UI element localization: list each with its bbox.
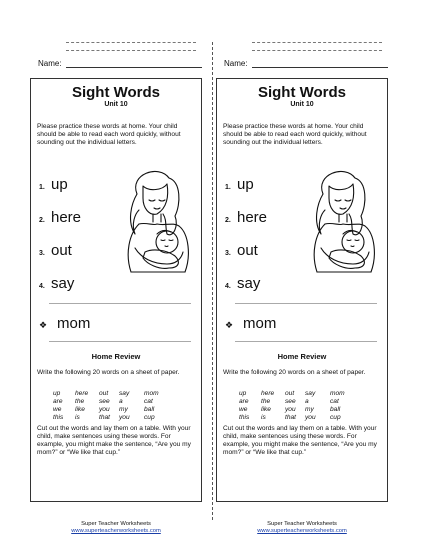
review-word: is	[261, 414, 266, 421]
sight-word: up	[51, 176, 68, 193]
review-word: see	[285, 398, 296, 405]
review-word: a	[305, 398, 309, 405]
unit-label: Unit 10	[104, 101, 128, 108]
review-word: we	[53, 406, 62, 413]
review-word: you	[305, 414, 316, 421]
review-word: this	[239, 414, 250, 421]
review-word: mom	[330, 390, 345, 397]
review-word: like	[261, 406, 271, 413]
sight-word-item	[39, 242, 72, 259]
review-word: that	[285, 414, 296, 421]
review-word: mom	[144, 390, 159, 397]
review-word: say	[119, 390, 130, 397]
name-row	[38, 58, 202, 68]
review-word: my	[305, 406, 314, 413]
review-word: the	[261, 398, 271, 405]
top-dotted-line	[252, 42, 382, 43]
footer-site-name: Super Teacher Worksheets	[267, 521, 337, 527]
bonus-word: mom	[243, 315, 277, 332]
word-number: 1.	[39, 184, 45, 191]
top-dotted-line	[252, 50, 382, 51]
left-bookmark	[0, 0, 212, 550]
separator-line	[235, 303, 377, 304]
review-word: a	[119, 398, 123, 405]
review-word: see	[99, 398, 110, 405]
unit-label: Unit 10	[290, 101, 314, 108]
word-number: 4.	[225, 283, 231, 290]
review-word-grid	[239, 390, 354, 422]
sight-word-item	[39, 209, 81, 226]
name-line	[252, 58, 388, 68]
review-word: up	[239, 390, 247, 397]
right-bookmark	[213, 0, 425, 550]
review-word: this	[53, 414, 64, 421]
review-word: cup	[144, 414, 155, 421]
sight-words-card	[216, 78, 388, 502]
home-review-instructions: Write the following 20 words on a sheet of paper.	[223, 369, 366, 376]
home-review-paragraph: Cut out the words and lay them on a table. With your child, make sentences using these words. For example, you might make the sentence, “Are you my mom?” or “We like that cup.”	[37, 425, 191, 456]
review-word: cat	[330, 398, 339, 405]
sight-word-item	[225, 275, 260, 292]
word-number: 2.	[39, 217, 45, 224]
intro-text: Please practice these words at home. Your child should be able to read each word quickly, without sounding out the individual letters.	[223, 123, 367, 146]
page-title: Sight Words	[257, 84, 347, 101]
separator-line	[49, 303, 191, 304]
sight-word: say	[51, 275, 75, 292]
home-review-paragraph: Cut out the words and lay them on a table. With your child, make sentences using these words. For example, you might make the sentence, “Are you my mom?” or “We like that cup.”	[223, 425, 377, 456]
review-word: ball	[144, 406, 155, 413]
sight-word-item	[39, 176, 68, 193]
review-word: cat	[144, 398, 153, 405]
footer-site-name: Super Teacher Worksheets	[81, 521, 151, 527]
mother-and-baby-illustration	[109, 164, 197, 284]
review-word: that	[99, 414, 110, 421]
sight-word: say	[237, 275, 261, 292]
sight-word: here	[237, 209, 268, 226]
review-word: my	[119, 406, 128, 413]
review-word-grid	[53, 390, 168, 422]
home-review-instructions: Write the following 20 words on a sheet of paper.	[37, 369, 180, 376]
review-word: out	[285, 390, 295, 397]
review-word: you	[119, 414, 130, 421]
word-number: 3.	[39, 250, 45, 257]
review-word: out	[99, 390, 109, 397]
sight-word-item	[225, 176, 254, 193]
bonus-word: mom	[57, 315, 91, 332]
review-word: like	[75, 406, 85, 413]
name-line	[66, 58, 202, 68]
sight-word: out	[51, 242, 72, 259]
review-word: ball	[330, 406, 341, 413]
review-word: are	[53, 398, 63, 405]
footer-url-link[interactable]: www.superteacherworksheets.com	[257, 528, 347, 534]
bullet-icon: ❖	[225, 320, 234, 330]
review-word: here	[75, 390, 89, 397]
bonus-word-item	[39, 315, 90, 332]
word-number: 2.	[225, 217, 231, 224]
sight-word-item	[225, 209, 267, 226]
footer-url-link[interactable]: www.superteacherworksheets.com	[71, 528, 161, 534]
sight-word-item	[39, 275, 74, 292]
review-word: you	[285, 406, 296, 413]
home-review-title: Home Review	[277, 352, 327, 361]
sight-word: up	[237, 176, 254, 193]
page-title: Sight Words	[71, 84, 161, 101]
word-number: 4.	[39, 283, 45, 290]
review-word: we	[239, 406, 248, 413]
review-word: here	[261, 390, 275, 397]
separator-line	[49, 341, 191, 342]
separator-line	[235, 341, 377, 342]
name-label: Name:	[224, 59, 248, 68]
sight-word: here	[51, 209, 82, 226]
review-word: up	[53, 390, 61, 397]
top-dotted-line	[66, 50, 196, 51]
sight-word-item	[225, 242, 258, 259]
review-word: you	[99, 406, 110, 413]
review-word: are	[239, 398, 249, 405]
home-review-title: Home Review	[91, 352, 141, 361]
review-word: the	[75, 398, 85, 405]
review-word: is	[75, 414, 80, 421]
bonus-word-item	[225, 315, 276, 332]
name-row	[224, 58, 388, 68]
review-word: cup	[330, 414, 341, 421]
word-number: 1.	[225, 184, 231, 191]
sight-words-card	[30, 78, 202, 502]
review-word: say	[305, 390, 316, 397]
top-dotted-line	[66, 42, 196, 43]
bullet-icon: ❖	[39, 320, 48, 330]
word-number: 3.	[225, 250, 231, 257]
intro-text: Please practice these words at home. Your child should be able to read each word quickly, without sounding out the individual letters.	[37, 123, 181, 146]
sight-word: out	[237, 242, 258, 259]
name-label: Name:	[38, 59, 62, 68]
mother-and-baby-illustration	[295, 164, 383, 284]
